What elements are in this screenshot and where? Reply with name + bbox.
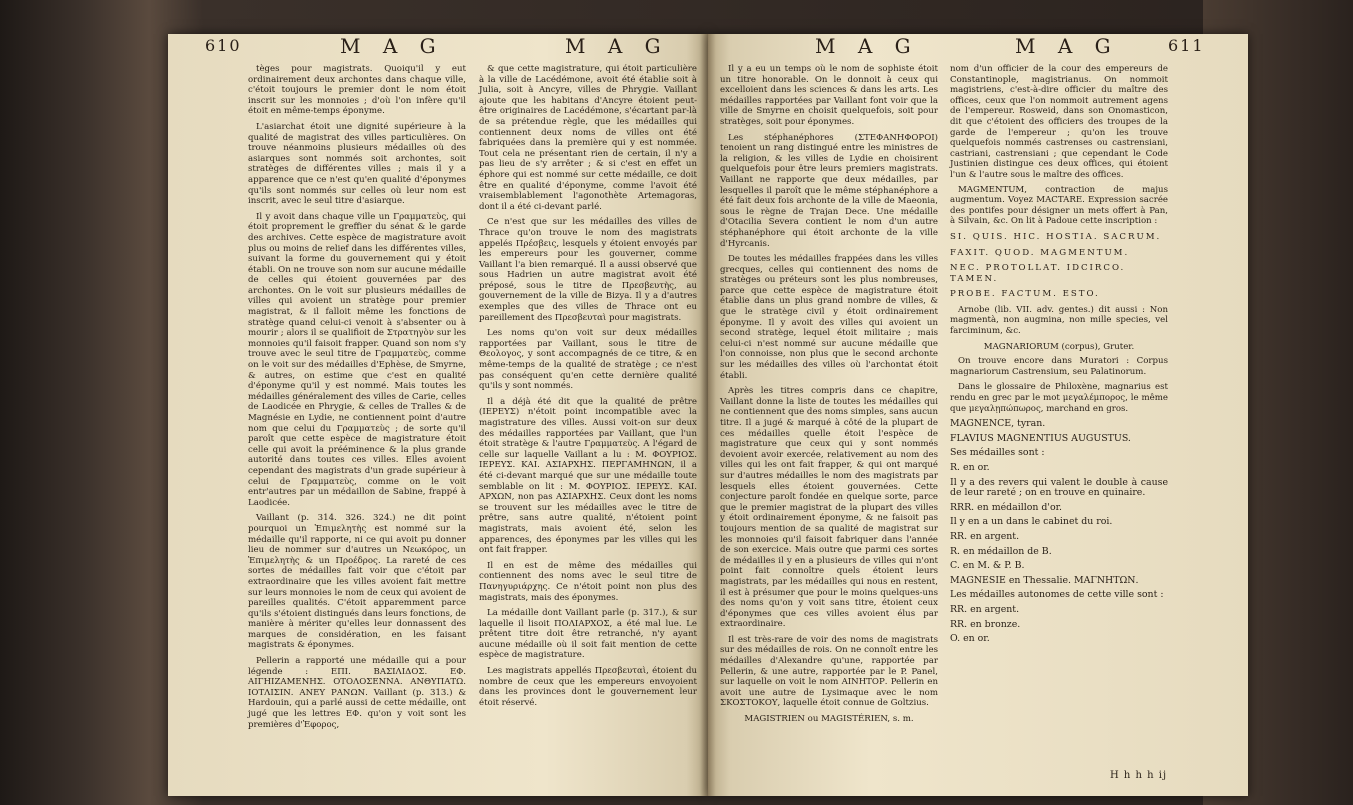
medal-line: R. en médaillon de B. [950,545,1052,557]
left-running-header-1: M A G [340,34,444,58]
paragraph: La médaille dont Vaillant parle (p. 317.), & sur laquelle il lisoit ΠΟΛΙΑΡΧΟΣ, a été mal lue. Le prêtent titre doit être retranché, n'y ayant aucune médaille où il soit fait mention de cette espèce de magistrature. [479,608,697,661]
right-running-header-2: M A G [1015,34,1119,58]
paragraph: Vaillant (p. 314. 326. 324.) ne dit point pourquoi un Ἐπιμελητὴς est nommé sur la médaille qu'il rapporte, ni ce qui avoit pu donner lieu de nommer sur d'autres un Νεωκόρος, un Ἐπιμελητὴς & un Προέδρος. La rareté de ces sortes de médailles fait voir que c'étoit par extraordinaire que les villes avoient fait mettre sur leurs monnoies le nom de ceux qui avoient de pareilles qualités. C'étoit apparemment parce qu'ils s'étoient distingués dans leurs fonctions, de manière à mériter qu'elles leur donnassent des marques de considération, en les faisant magistrats & éponymes. [248,513,466,651]
entry-magmentum: MAGMENTUM, contraction de majus augmentum. Voyez MACTARE. Expression sacrée des pontifes pour désigner un mets offert à Pan, à Silvain, &c. On lit à Padoue cette inscription : [950,184,1168,227]
paragraph: Il y avoit dans chaque ville un Γραμματεὺς, qui étoit proprement le greffier du sénat & le garde des archives. Cette espèce de magistrature avoit plus ou moins de relief dans les différentes villes, suivant la forme du gouvernement qui y étoit établi. On ne trouve son nom sur aucune médaille de celles qui étoient gouvernées par des archontes. On le voit sur plusieurs médailles de villes qui avoient un stratège pour premier magistrat, & il falloit même les fonctions de stratège quand celui-ci venoit à s'absenter ou à mourir ; alors il se qualifioit de Στρατηγὸν sur les monnoies qu'il faisoit frapper. Quand son nom s'y trouve avec le seul titre de Γραμματεὺς, comme on le voit sur des médailles d'Ephèse, de Smyrne, & autres, on estime que c'est en qualité d'éponyme qu'il y est nommé. Mais toutes les médailles généralement des villes de Carie, celles de Laodicée en Phrygie, & celles de Tralles & de Magnésie en Lydie, ne contiennent point d'autre nom que celui du Γραμματεὺς ; de sorte qu'il paroît que cette espèce de magistrature étoit celle qui avoit la prééminence & la plus grande autorité dans toutes ces villes. Elles avoient cependant des magistrats d'un grade supérieur à celui de Γραμματεὺς, comme on le voit entr'autres par un médaillon de Sabine, frappé à Laodicée. [248,211,466,508]
right-page-number: 611 [1168,36,1205,55]
inscription-line: PROBE. FACTUM. ESTO. [950,289,1100,300]
paragraph: Après les titres compris dans ce chapitre, Vaillant donne la liste de toutes les médailles qui ne contiennent que des noms simples, sans aucun titre. Il a jugé & marqué à côté de la plupart de ces médailles quelle étoit l'espèce de magistrature que ceux qui y sont nommés devoient avoir exercée, relativement au nom des villes qui les ont fait frapper, & qui ont marqué sur d'autres médailles le nom des magistrats par lesquels elles étoient gouvernées. Cette conjecture paroît fondée en quelque sorte, parce que le premier magistrat de la plupart des villes y étoit ordinairement éponyme, & ne faisoit pas toujours mention de sa qualité de magistrat sur les monnoies qu'il faisoit fabriquer dans l'année de son exercice. Mais outre que parmi ces sortes de médailles il y en a plusieurs de villes qui n'ont point fait connoître quels étoient leurs magistrats, par les médailles qui nous en restent, il est à présumer que pour le moins quelques-uns des noms qu'on y voit sans titre, étoient ceux d'éponymes que ces villes avoient élus par extraordinaire. [720,386,938,630]
paragraph: On trouve encore dans Muratori : Corpus magnariorum Castrensium, seu Palatinorum. [950,356,1168,377]
entry-magistrien: MAGISTRIEN ou MAGISTÉRIEN, s. m. [744,714,914,725]
paragraph: De toutes les médailles frappées dans les villes grecques, celles qui contiennent des noms de stratèges ou préteurs sont les plus nombreuses, parce que cette espèce de magistrature étoit établie dans un plus grand nombre de villes, & que le stratège civil y étoit ordinairement éponyme. Il y avoit des villes qui avoient un second stratège, lequel étoit militaire ; mais celui-ci n'est nommé sur aucune médaille que l'on connoisse, non plus que le second archonte sur les médailles des villes où l'archontat étoit établi. [720,254,938,381]
paragraph: Les noms qu'on voit sur deux médailles rapportées par Vaillant, sous le titre de Θεολογος, y sont accompagnés de ce titre, & en même-temps de la qualité de stratège ; ce n'est pas conséquent qu'en cette dernière qualité qu'ils y sont nommés. [479,328,697,392]
medal-line: Il y a des revers qui valent le double à cause de leur rareté ; on en trouve en quinaire. [950,476,1168,499]
paragraph: & que cette magistrature, qui étoit particulière à la ville de Lacédémone, avoit été établie soit à Julia, soit à Ancyre, villes de Phrygie. Vaillant ajoute que les habitans d'Ancyre étoient peut-être originaires de Lacédémone, s'écartant par-là de sa prétendue règle, que les médailles qui contiennent deux noms de villes ont été fabriquées dans la première qui y est nommée. Tout cela ne présentant rien de certain, il n'y a pas lieu de s'y arrêter ; & si c'est en effet un éphore qui est nommé sur cette médaille, ce doit être en qualité d'éponyme, comme l'avoit été vraisemblablement l'agonothète Artemagoras, dont il a été ci-devant parlé. [479,64,697,212]
paragraph: Il a déjà été dit que la qualité de prêtre (ΙΕΡΕΥΣ) n'étoit point incompatible avec la magistrature des villes. Aussi voit-on sur deux des médailles rapportées par Vaillant, que l'un étoit stratège & l'autre Γραμματεὺς. A l'égard de celle sur laquelle Vaillant a lu : Μ. ΦΟΥΡΙΟΣ. ΙΕΡΕΥΣ. ΚΑΙ. ΑΣΙΑΡΧΗΣ. ΠΕΡΓΑΜΗΝΩΝ, il a été ci-devant marqué que sur une médaille toute semblable on lit : Μ. ΦΟΥΡΙΟΣ. ΙΕΡΕΥΣ. ΚΑΙ. ΑΡΧΩΝ, non pas ΑΣΙΑΡΧΗΣ. Ceux dont les noms se trouvent sur les médailles avec le titre de prêtre, sans autre qualité, n'étoient point magistrats, mais avoient été, selon les apparences, des éponymes par les villes qui les ont fait frapper. [479,396,697,556]
left-running-header-2: M A G [565,34,669,58]
medal-line: C. en M. & P. B. [950,560,1025,572]
right-column-1 [720,64,938,729]
paragraph: Il en est de même des médailles qui contiennent des noms avec le seul titre de Πανηγυριάρχης. Ce n'étoit point non plus des magistrats, mais des éponymes. [479,560,697,603]
entry-magnariorum: MAGNARIORUM (corpus), Gruter. [983,341,1135,352]
medal-line: Il y en a un dans le cabinet du roi. [950,516,1113,528]
medal-line: Les médailles autonomes de cette ville sont : [950,589,1164,601]
paragraph: L'asiarchat étoit une dignité supérieure à la qualité de magistrat des villes particulières. On trouve néanmoins plusieurs médailles où des asiarques sont nommés soit archontes, soit stratèges de différentes villes ; mais il y a apparence que ce n'est qu'en qualité d'éponymes qu'ils sont nommés sur celles où leur nom est inscrit, avec le seul titre d'asiarque. [248,121,466,207]
book-gutter [700,34,716,796]
left-column-1 [248,64,466,735]
medal-line: RR. en argent. [950,530,1020,542]
medal-line: RR. en bronze. [950,618,1021,630]
entry-magnence: MAGNENCE, tyran. [950,418,1046,430]
inscription-line: FAXIT. QUOD. MAGMENTUM. [950,247,1130,258]
entry-magnesie: MAGNESIE en Thessalie. ΜΑΓΝΗΤΩΝ. [950,574,1139,586]
paragraph: Pellerin a rapporté une médaille qui a pour légende : ΕΠΙ. ΒΑΣΙΛΙΔΟΣ. ΕΦ. ΑΙΓΗΙΖΑΜΕΝΗΣ. ΟΤΟΛΟΣΕΝΝΑ. ΑΝΘΥΠΑΤΩ. ΙΟΤΛΙΣΙΝ. ΑΝΕΥ ΡΑΝΩΝ. Vaillant (p. 313.) & Hardouin, qui a parlé aussi de cette médaille, ont jugé que les lettres ΕΦ. qu'on y voit sont les premières d'Ἐφορος, [248,656,466,730]
paragraph: nom d'un officier de la cour des empereurs de Constantinople, magistrianus. On nommoit magistriens, c'est-à-dire officier du maître des offices, ceux que l'on nommoit autrement agens de l'empereur. Rosweid, dans son Onomasticon, dit que c'étoient des officiers des troupes de la garde de l'empereur ; qu'on les trouve quelquefois nommés castrenses ou castrensiani, castriani, castrensiani ; que cependant le Code Justinien distingue ces deux offices, qui étoient l'un & l'autre sous le maître des offices. [950,64,1168,180]
medal-line: O. en or. [950,633,990,645]
left-column-2 [479,64,697,713]
paragraph: Les stéphanéphores (ΣΤΕΦΑΝΗΦΟΡΟΙ) tenoient un rang distingué entre les ministres de la religion, & les villes de Lydie en choisirent quelquefois pour être leurs premiers magistrats. Vaillant ne rapporte que deux médailles, par lesquelles il paroît que le même stéphanéphore a été fait deux fois archonte de la ville de Maeonia, sous le règne de Trajan Dece. Une médaille d'Otacilia Severa contient le nom d'un autre stéphanéphore qui étoit archonte de la ville d'Hyrcanis. [720,132,938,249]
left-page-number: 610 [205,36,242,55]
signature-mark: H h h h ij [1110,770,1168,781]
paragraph: Arnobe (lib. VII. adv. gentes.) dit aussi : Non magmentà, non augmina, non mille species, vel farciminum, &c. [950,304,1168,337]
paragraph: Ce n'est que sur les médailles des villes de Thrace qu'on trouve le nom des magistrats appelés Πρέσβεις, lesquels y étoient envoyés par les empereurs pour les gouverner, comme Vaillant l'a bien remarqué. Il a aussi observé que sous Hadrien un autre magistrat avoit été préposé, sous le titre de Πρεσβευτὴς, au gouvernement de la ville de Bizya. Il y a d'autres exemples que des villes de Thrace ont eu pareillement des Πρεσβευταὶ pour magistrats. [479,217,697,323]
right-running-header-1: M A G [815,34,919,58]
paragraph: Il est très-rare de voir des noms de magistrats sur des médailles de rois. On ne connoît entre les médailles d'Alexandre qu'une, rapportée par Pellerin, & une autre, rapportée par le P. Panel, sur laquelle on voit le nom ΑΙΝΗΤΟΡ. Pellerin en avoit une autre de Lysimaque avec le nom ΣΚΟΣΤΟΚΟΥ, laquelle étoit connue de Goltzius. [720,634,938,709]
emperor-name: FLAVIUS MAGNENTIUS AUGUSTUS. [950,432,1131,444]
medal-line: RRR. en médaillon d'or. [950,501,1063,513]
paragraph: Dans le glossaire de Philoxène, magnarius est rendu en grec par le mot μεγαλέμπορος, le même que μεγαλῃπώπωρος, marchand en gros. [950,382,1168,414]
medal-line: R. en or. [950,462,990,473]
paragraph: Il y a eu un temps où le nom de sophiste étoit un titre honorable. On le donnoit à ceux qui excelloient dans les sciences & dans les arts. Les médailles rapportées par Vaillant font voir que la ville de Smyrne en choisit quelquefois, soit pour stratèges, soit pour éponymes. [720,64,938,127]
inscription-line: NEC. PROTOLLAT. IDCIRCO. TAMEN. [950,263,1126,284]
paragraph: tèges pour magistrats. Quoiqu'il y eut ordinairement deux archontes dans chaque ville, c'étoit toujours le premier dont le nom étoit inscrit sur les monnoies ; d'où l'on infère qu'il étoit en même-temps éponyme. [248,64,466,117]
inscription-line: SI. QUIS. HIC. HOSTIA. SACRUM. [950,231,1162,242]
medal-line: RR. en argent. [950,603,1020,615]
paragraph: Les magistrats appellés Πρεσβευταὶ, étoient du nombre de ceux que les empereurs envoyoient dans les provinces dont le gouvernement leur étoit réservé. [479,666,697,708]
medal-line: Ses médailles sont : [950,447,1045,459]
right-column-2 [950,64,1168,649]
